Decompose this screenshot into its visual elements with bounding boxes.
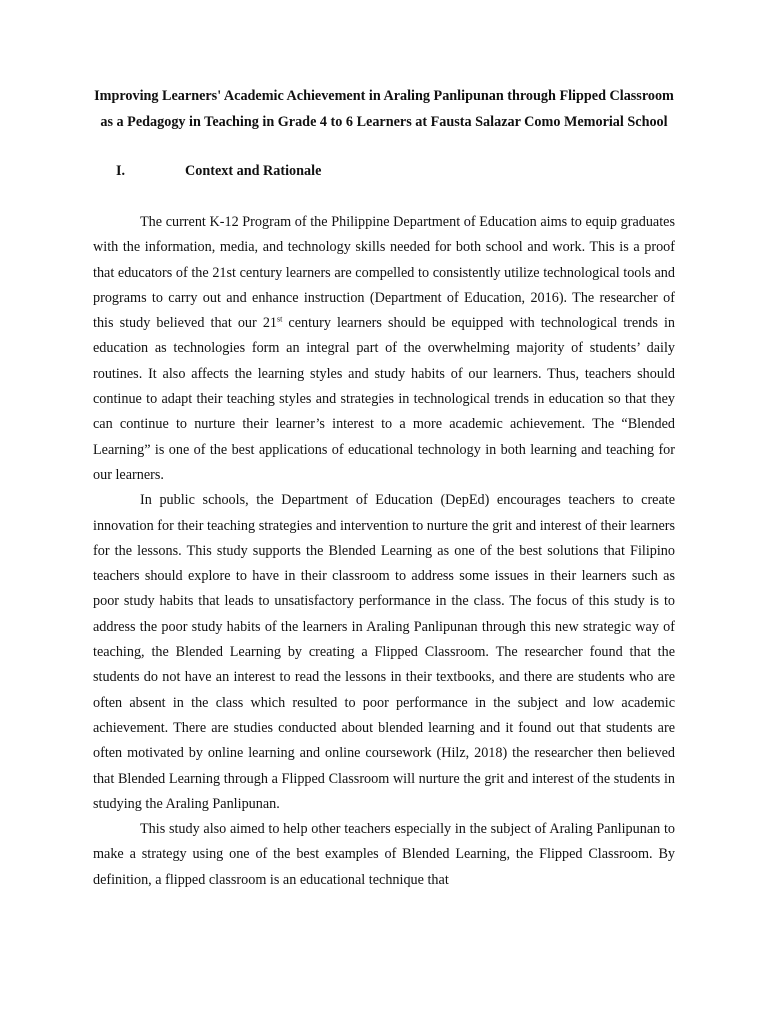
paragraph-3: This study also aimed to help other teachers especially in the subject of Araling Panlipunan to make a strategy using one of the best examples of Blended Learning, the Flipped Classroom. By definition, a flipped classroom is an educational technique that — [93, 821, 675, 888]
ordinal-superscript: st — [277, 314, 283, 324]
section-title: Context and Rationale — [185, 163, 322, 179]
paragraph-2: In public schools, the Department of Education (DepEd) encourages teachers to create innovation for their teaching strategies and intervention to nurture the grit and interest of their learners for the lessons. This study supports the Blended Learning as one of the best solutions that Filipino teachers should explore to have in their classroom to address some issues in their learners such as poor study habits that leads to unsatisfactory performance in the class. The focus of this study is to address the poor study habits of the learners in Araling Panlipunan through this new strategic way of teaching, the Blended Learning by creating a Flipped Classroom. The researcher found that the students do not have an interest to read the lessons in their textbooks, and there are students who are often absent in the class which resulted to poor performance in the subject and low academic achievement. There are studies conducted about blended learning and it found out that students are often motivated by online learning and online coursework (Hilz, 2018) the researcher then believed that Blended Learning through a Flipped Classroom will nurture the grit and interest of the students in studying the Araling Panlipunan. — [93, 492, 675, 812]
paragraph-1-text-a: The current K-12 Program of the Philippine Department of Education aims to equip graduates with the information, media, and technology skills needed for both school and work. This is a proof that educators of the 21st century learners are compelled to consistently utilize technological tools and programs to carry out and enhance instruction (Department of Education, 2016). The researcher of this study believed that our 21 — [93, 214, 675, 332]
paragraph-1 — [93, 210, 675, 488]
document-title: Improving Learners' Academic Achievement in Araling Panlipunan through Flipped Classroom as a Pedagogy in Teaching in Grade 4 to 6 Learners at Fausta Salazar Como Memorial School — [94, 88, 674, 130]
document-body — [93, 210, 675, 893]
section-heading — [93, 159, 675, 185]
paragraph-1-text-b: century learners should be equipped with technological trends in education as technologies form an integral part of the overwhelming majority of students’ daily routines. It also affects the learning styles and study habits of our learners. Thus, teachers should continue to adapt their teaching styles and strategies in technological trends in education so that they can continue to nurture their learner’s interest to a more academic achievement. The “Blended Learning” is one of the best applications of educational technology in both learning and teaching for our learners. — [93, 315, 675, 483]
section-number: I. — [116, 163, 126, 179]
